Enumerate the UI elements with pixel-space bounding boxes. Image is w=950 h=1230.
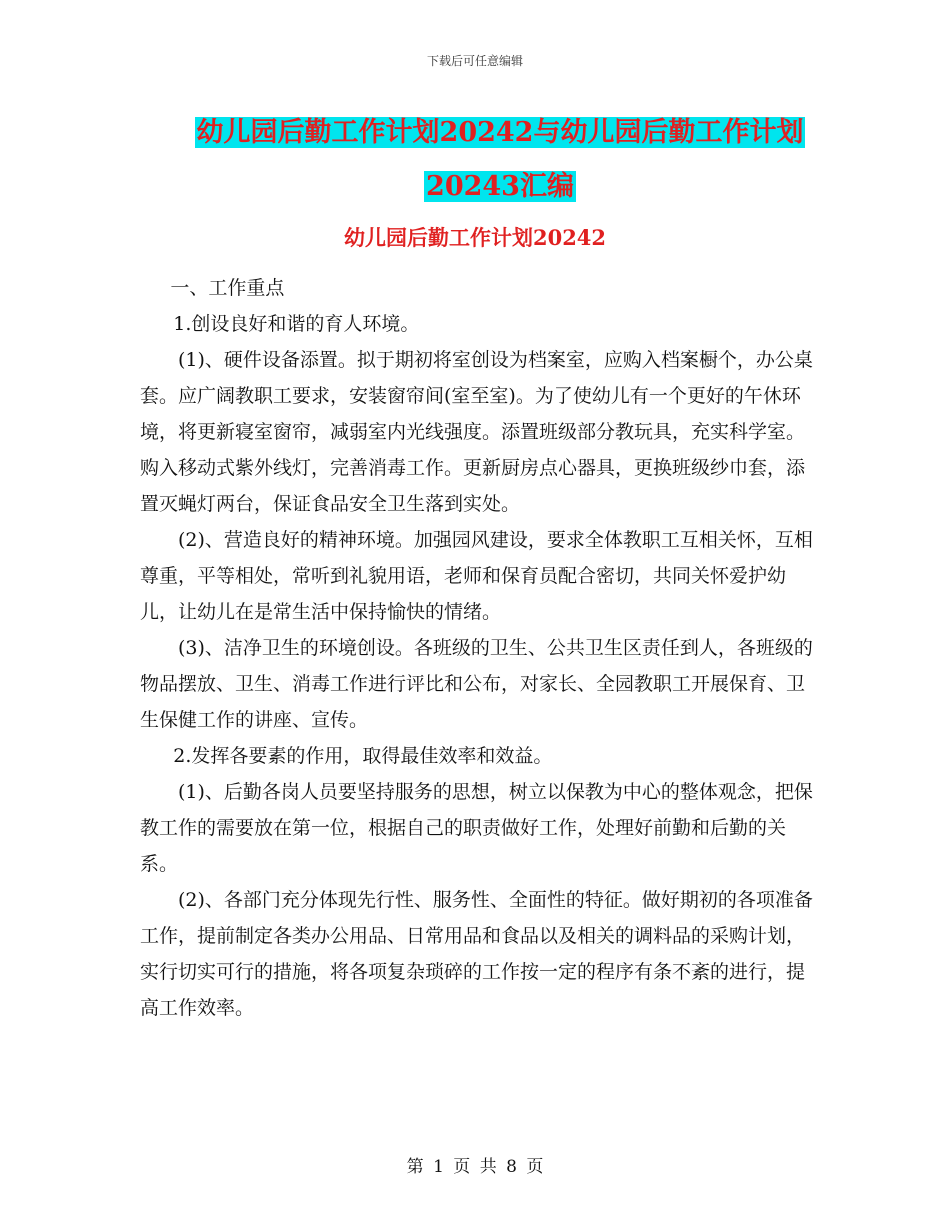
section-title: 幼儿园后勤工作计划20242 <box>343 225 607 250</box>
paragraph-hardware: (1)、硬件设备添置。拟于期初将室创设为档案室，应购入档案橱个，办公桌套。应广阔教职工要求，安装窗帘间(室至室)。为了使幼儿有一个更好的午休环境，将更新寝室窗帘，减弱室内光线强度。添置班级部分教玩具，充实科学室。购入移动式紫外线灯，完善消毒工作。更新厨房点心器具，更换班级纱巾套，添置灭蝇灯两台，保证食品安全卫生落到实处。 <box>140 349 813 515</box>
document-title-line-2: 20243汇编 <box>426 171 574 202</box>
paragraph-hygiene: (3)、洁净卫生的环境创设。各班级的卫生、公共卫生区责任到人，各班级的物品摆放、卫生、消毒工作进行评比和公布，对家长、全园教职工开展保育、卫生保健工作的讲座、宣传。 <box>140 637 813 731</box>
subheading-efficiency: 2.发挥各要素的作用，取得最佳效率和效益。 <box>173 745 553 767</box>
subheading-environment: 1.创设良好和谐的育人环境。 <box>173 313 420 335</box>
document-body <box>140 270 820 1026</box>
document-title <box>160 106 840 214</box>
page-header-note: 下载后可任意编辑 <box>426 54 523 68</box>
paragraph-departments: (2)、各部门充分体现先行性、服务性、全面性的特征。做好期初的各项准备工作，提前制定各类办公用品、日常用品和食品以及相关的调料品的采购计划，实行切实可行的措施，将各项复杂琐碎的工作按一定的程序有条不紊的进行，提高工作效率。 <box>140 889 813 1019</box>
heading-work-focus: 一、工作重点 <box>170 277 285 299</box>
paragraph-service: (1)、后勤各岗人员要坚持服务的思想，树立以保教为中心的整体观念，把保教工作的需要放在第一位，根据自己的职责做好工作，处理好前勤和后勤的关系。 <box>140 781 813 875</box>
paragraph-spirit: (2)、营造良好的精神环境。加强园风建设，要求全体教职工互相关怀，互相尊重，平等相处，常听到礼貌用语，老师和保育员配合密切，共同关怀爱护幼儿，让幼儿在是常生活中保持愉快的情绪。 <box>140 529 813 623</box>
document-title-line-1: 幼儿园后勤工作计划20242与幼儿园后勤工作计划 <box>196 117 804 148</box>
page-number: 第 1 页 共 8 页 <box>406 1157 544 1177</box>
